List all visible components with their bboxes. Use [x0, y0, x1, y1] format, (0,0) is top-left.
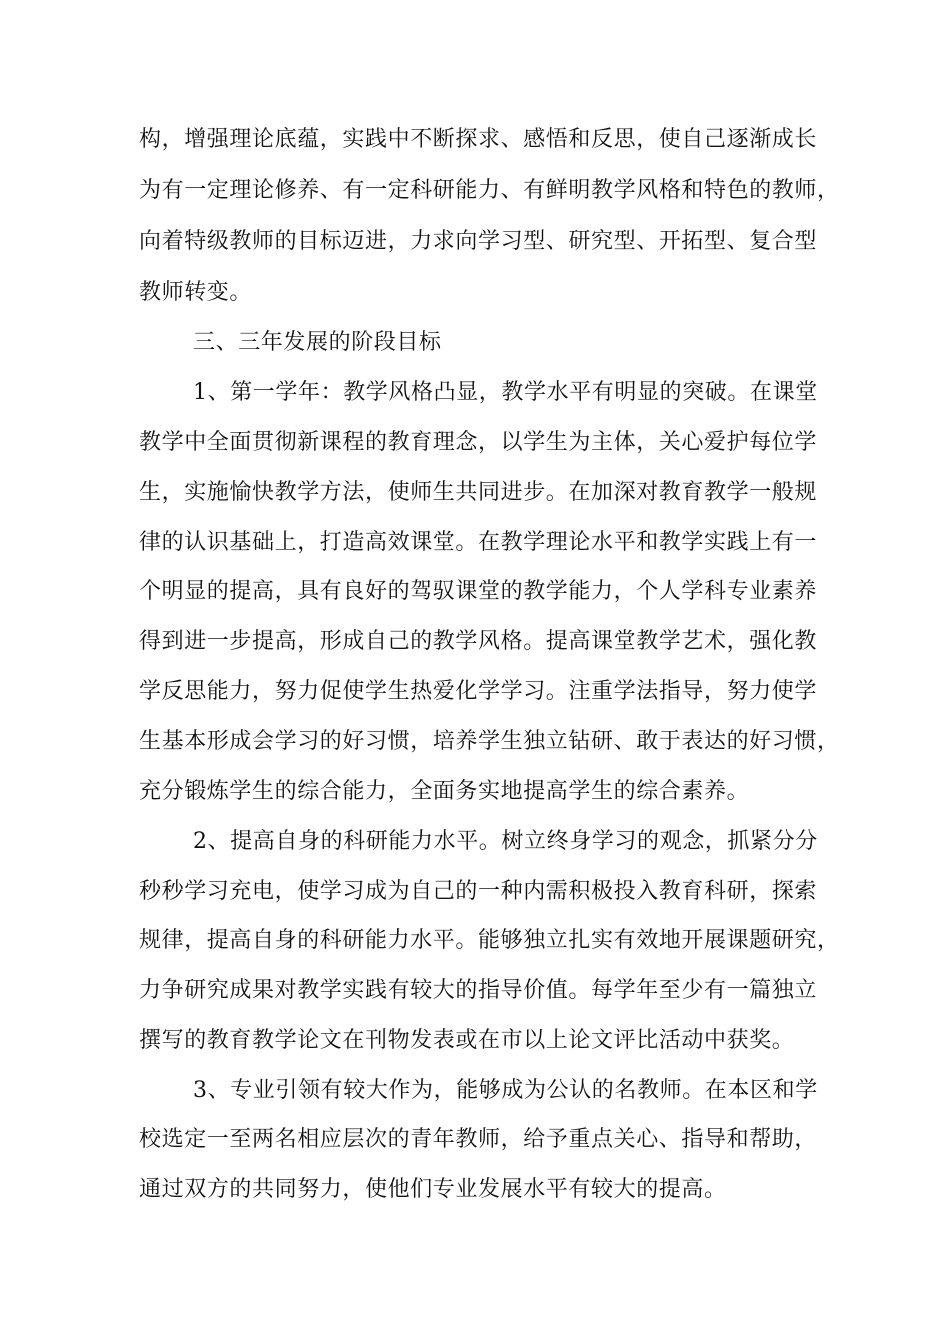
paragraph-line: 充分锻炼学生的综合能力，全面务实地提高学生的综合素养。 — [139, 779, 750, 804]
paragraph-line: 教学中全面贯彻新课程的教育理念，以学生为主体，关心爱护每位学 — [139, 430, 818, 455]
paragraph-line: 规律，提高自身的科研能力水平。能够独立扎实有效地开展课题研究， — [139, 928, 840, 953]
paragraph-line: 通过双方的共同努力，使他们专业发展水平有较大的提高。 — [139, 1177, 727, 1202]
paragraph-line: 秒秒学习充电，使学习成为自己的一种内需积极投入教育科研，探索 — [139, 879, 818, 904]
paragraph-line: 学反思能力，努力促使学生热爱化学学习。注重学法指导，努力使学 — [139, 679, 818, 704]
paragraph-line: 1、第一学年：教学风格凸显，教学水平有明显的突破。在课堂 — [193, 380, 818, 405]
section-heading: 三、三年发展的阶段目标 — [193, 330, 442, 355]
paragraph-line: 律的认识基础上，打造高效课堂。在教学理论水平和教学实践上有一 — [139, 530, 818, 555]
paragraph-line: 教师转变。 — [139, 280, 253, 305]
paragraph-line: 生基本形成会学习的好习惯，培养学生独立钻研、敢于表达的好习惯， — [139, 729, 840, 754]
paragraph-line: 3、专业引领有较大作为，能够成为公认的名教师。在本区和学 — [193, 1078, 818, 1103]
paragraph-line: 生，实施愉快教学方法，使师生共同进步。在加深对教育教学一般规 — [139, 480, 818, 505]
paragraph-line: 撰写的教育教学论文在刊物发表或在市以上论文评比活动中获奖。 — [139, 1028, 795, 1053]
paragraph-line: 校选定一至两名相应层次的青年教师，给予重点关心、指导和帮助， — [139, 1127, 818, 1152]
paragraph-line: 向着特级教师的目标迈进，力求向学习型、研究型、开拓型、复合型 — [139, 229, 818, 254]
paragraph-line: 为有一定理论修养、有一定科研能力、有鲜明教学风格和特色的教师， — [139, 178, 840, 203]
paragraph-line: 2、提高自身的科研能力水平。树立终身学习的观念，抓紧分分 — [193, 829, 818, 854]
paragraph-line: 构，增强理论底蕴，实践中不断探求、感悟和反思，使自己逐渐成长 — [139, 127, 818, 152]
paragraph-line: 力争研究成果对教学实践有较大的指导价值。每学年至少有一篇独立 — [139, 978, 818, 1003]
paragraph-line: 个明显的提高，具有良好的驾驭课堂的教学能力，个人学科专业素养 — [139, 579, 818, 604]
paragraph-line: 得到进一步提高，形成自己的教学风格。提高课堂教学艺术，强化教 — [139, 629, 818, 654]
